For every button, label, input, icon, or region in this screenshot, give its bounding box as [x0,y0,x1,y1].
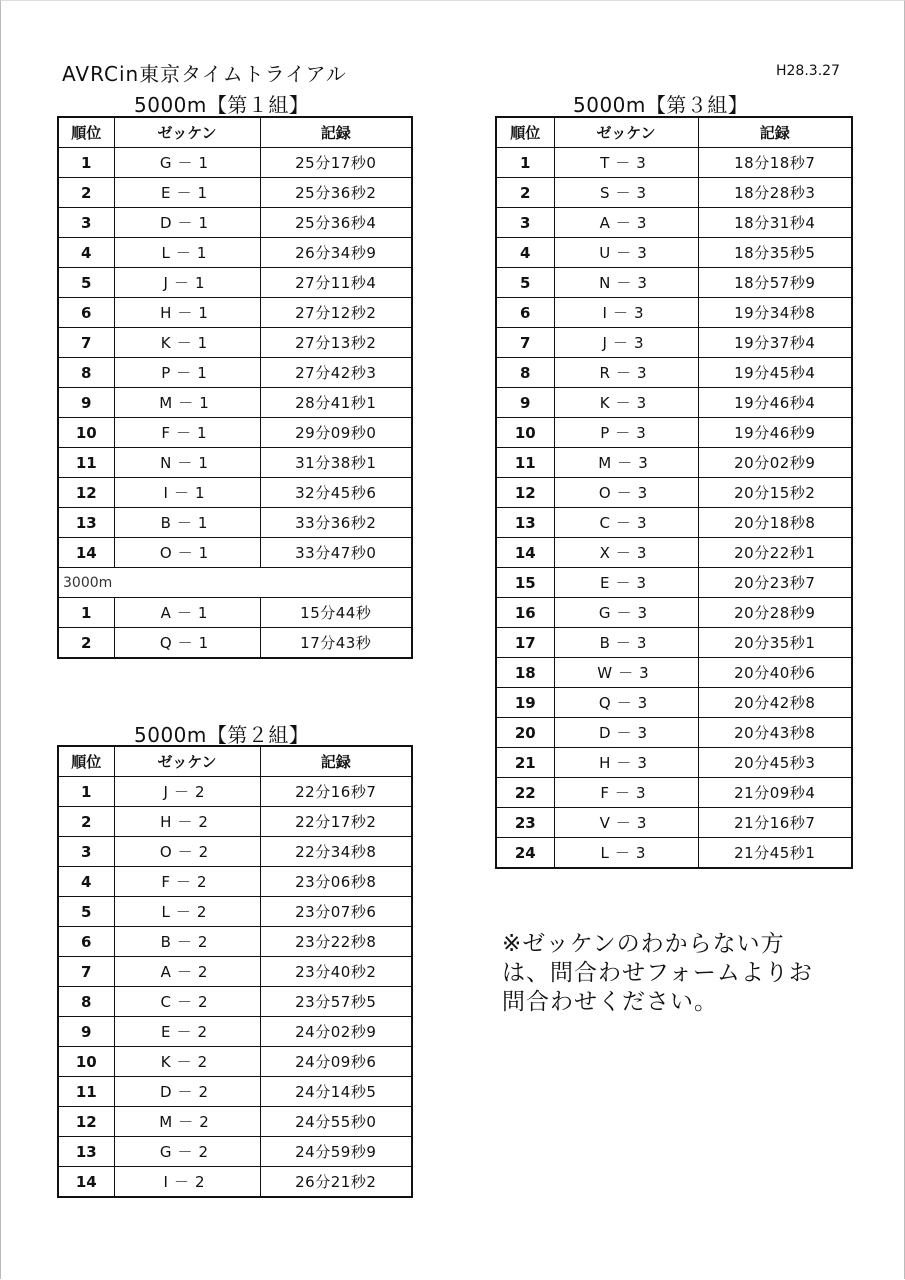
rank-cell: 23 [496,808,554,838]
record-cell: 20分35秒1 [698,628,852,658]
rank-cell: 5 [58,268,114,298]
rank-cell: 20 [496,718,554,748]
table-row [496,148,852,178]
record-cell: 18分18秒7 [698,148,852,178]
record-cell: 33分36秒2 [260,508,412,538]
bib-cell: H－3 [554,748,698,778]
table-row [496,388,852,418]
bib-cell: J－1 [114,268,260,298]
rank-cell: 1 [496,148,554,178]
bib-cell: I－2 [114,1167,260,1198]
table-row [496,568,852,598]
bib-cell: L－2 [114,897,260,927]
rank-cell: 8 [58,358,114,388]
bib-cell: C－3 [554,508,698,538]
table-row [496,268,852,298]
record-cell: 25分36秒2 [260,178,412,208]
rank-cell: 24 [496,838,554,869]
rank-cell: 10 [58,418,114,448]
rank-cell: 2 [496,178,554,208]
table-row [496,598,852,628]
rank-cell: 21 [496,748,554,778]
table-row [496,538,852,568]
table-row [58,987,412,1017]
record-cell: 26分34秒9 [260,238,412,268]
table-header-row [58,746,412,777]
table-row [496,448,852,478]
bib-cell: M－3 [554,448,698,478]
bib-cell: G－3 [554,598,698,628]
rank-cell: 9 [496,388,554,418]
rank-cell: 8 [58,987,114,1017]
record-cell: 32分45秒6 [260,478,412,508]
bib-cell: X－3 [554,538,698,568]
record-cell: 23分40秒2 [260,957,412,987]
bib-cell: O－3 [554,478,698,508]
record-cell: 15分44秒 [260,598,412,628]
rank-cell: 1 [58,598,114,628]
table-row [58,538,412,568]
bib-cell: I－3 [554,298,698,328]
record-cell: 18分31秒4 [698,208,852,238]
bib-cell: K－3 [554,388,698,418]
record-cell: 24分59秒9 [260,1137,412,1167]
bib-cell: A－2 [114,957,260,987]
rank-cell: 6 [496,298,554,328]
rank-cell: 14 [58,538,114,568]
rank-cell: 10 [58,1047,114,1077]
table-header-row [58,117,412,148]
bib-cell: B－3 [554,628,698,658]
group1-title: 5000m【第１組】 [134,93,310,117]
distance-3000m-row [58,568,412,598]
bib-inquiry-note: ※ゼッケンのわからない方は、問合わせフォームよりお問合わせください。 [502,931,813,1015]
record-cell: 18分57秒9 [698,268,852,298]
bib-cell: L－1 [114,238,260,268]
rank-cell: 12 [58,1107,114,1137]
bib-cell: D－1 [114,208,260,238]
table-header-row [496,117,852,148]
table-row [58,807,412,837]
record-cell: 21分45秒1 [698,838,852,869]
record-cell: 22分34秒8 [260,837,412,867]
table-row [58,1107,412,1137]
record-cell: 20分18秒8 [698,508,852,538]
bib-cell: Q－3 [554,688,698,718]
record-cell: 25分36秒4 [260,208,412,238]
record-cell: 18分28秒3 [698,178,852,208]
rank-cell: 3 [496,208,554,238]
bib-cell: K－1 [114,328,260,358]
table-row [58,598,412,628]
bib-cell: B－2 [114,927,260,957]
group3-title: 5000m【第３組】 [573,93,749,117]
table-row [496,208,852,238]
table-row [58,1047,412,1077]
table-row [496,628,852,658]
bib-cell: D－3 [554,718,698,748]
rank-cell: 13 [58,1137,114,1167]
table-row [58,478,412,508]
table-row [58,867,412,897]
bib-cell: M－1 [114,388,260,418]
rank-cell: 8 [496,358,554,388]
record-cell: 24分14秒5 [260,1077,412,1107]
table-row [58,388,412,418]
record-cell: 23分22秒8 [260,927,412,957]
bib-cell: P－3 [554,418,698,448]
record-cell: 29分09秒0 [260,418,412,448]
rank-cell: 22 [496,778,554,808]
bib-cell: Q－1 [114,628,260,659]
table-row [496,748,852,778]
table-row [496,328,852,358]
record-cell: 27分13秒2 [260,328,412,358]
record-cell: 20分22秒1 [698,538,852,568]
bib-cell: N－3 [554,268,698,298]
table-row [58,1017,412,1047]
bib-cell: E－3 [554,568,698,598]
table-row [58,148,412,178]
table-row [58,1077,412,1107]
rank-cell: 5 [58,897,114,927]
rank-cell: 9 [58,1017,114,1047]
table-row [58,238,412,268]
bib-cell: N－1 [114,448,260,478]
rank-cell: 17 [496,628,554,658]
rank-cell: 2 [58,628,114,659]
table-row [58,837,412,867]
distance-3000m-label: 3000m [58,568,412,598]
record-column-header: 記録 [698,117,852,148]
bib-cell: E－2 [114,1017,260,1047]
record-cell: 22分17秒2 [260,807,412,837]
record-cell: 20分42秒8 [698,688,852,718]
record-cell: 25分17秒0 [260,148,412,178]
table-row [496,838,852,869]
group1-results-table [57,116,413,659]
table-row [58,328,412,358]
bib-cell: A－3 [554,208,698,238]
record-cell: 20分43秒8 [698,718,852,748]
bib-cell: J－2 [114,777,260,807]
record-cell: 20分45秒3 [698,748,852,778]
record-cell: 24分09秒6 [260,1047,412,1077]
rank-cell: 12 [496,478,554,508]
record-cell: 24分55秒0 [260,1107,412,1137]
table-row [496,298,852,328]
record-cell: 18分35秒5 [698,238,852,268]
record-column-header: 記録 [260,117,412,148]
rank-cell: 10 [496,418,554,448]
bib-column-header: ゼッケン [114,746,260,777]
record-cell: 22分16秒7 [260,777,412,807]
bib-cell: H－2 [114,807,260,837]
bib-cell: B－1 [114,508,260,538]
record-cell: 17分43秒 [260,628,412,659]
group2-title: 5000m【第２組】 [134,723,310,747]
bib-cell: D－2 [114,1077,260,1107]
table-row [58,1137,412,1167]
table-row [58,508,412,538]
table-row [58,268,412,298]
table-row [496,688,852,718]
record-cell: 19分34秒8 [698,298,852,328]
record-cell: 23分06秒8 [260,867,412,897]
table-row [58,208,412,238]
record-cell: 33分47秒0 [260,538,412,568]
rank-cell: 9 [58,388,114,418]
record-column-header: 記録 [260,746,412,777]
bib-cell: P－1 [114,358,260,388]
table-row [58,298,412,328]
record-cell: 24分02秒9 [260,1017,412,1047]
bib-cell: C－2 [114,987,260,1017]
rank-cell: 14 [58,1167,114,1198]
document-date: H28.3.27 [776,63,840,79]
table-row [496,658,852,688]
bib-cell: H－1 [114,298,260,328]
bib-cell: S－3 [554,178,698,208]
bib-cell: F－2 [114,867,260,897]
record-cell: 23分07秒6 [260,897,412,927]
bib-cell: R－3 [554,358,698,388]
rank-cell: 1 [58,148,114,178]
table-row [58,957,412,987]
record-cell: 31分38秒1 [260,448,412,478]
rank-cell: 11 [58,1077,114,1107]
table-row [58,777,412,807]
bib-cell: F－3 [554,778,698,808]
rank-cell: 4 [496,238,554,268]
table-row [496,358,852,388]
record-cell: 26分21秒2 [260,1167,412,1198]
record-cell: 20分40秒6 [698,658,852,688]
record-cell: 20分15秒2 [698,478,852,508]
bib-cell: W－3 [554,658,698,688]
rank-cell: 4 [58,238,114,268]
bib-cell: A－1 [114,598,260,628]
record-cell: 20分02秒9 [698,448,852,478]
bib-cell: G－2 [114,1137,260,1167]
rank-cell: 5 [496,268,554,298]
rank-cell: 3 [58,837,114,867]
rank-cell: 11 [58,448,114,478]
record-cell: 28分41秒1 [260,388,412,418]
rank-cell: 6 [58,298,114,328]
group3-results-table [495,116,853,869]
table-row [58,897,412,927]
table-row [496,178,852,208]
table-row [496,418,852,448]
rank-cell: 2 [58,807,114,837]
table-row [496,478,852,508]
record-cell: 27分12秒2 [260,298,412,328]
table-row [58,418,412,448]
bib-cell: G－1 [114,148,260,178]
record-cell: 20分23秒7 [698,568,852,598]
table-row [58,448,412,478]
bib-column-header: ゼッケン [554,117,698,148]
group2-results-table [57,745,413,1198]
bib-cell: E－1 [114,178,260,208]
table-row [496,508,852,538]
bib-cell: T－3 [554,148,698,178]
record-cell: 19分46秒9 [698,418,852,448]
table-row [496,718,852,748]
rank-cell: 6 [58,927,114,957]
record-cell: 21分09秒4 [698,778,852,808]
rank-cell: 19 [496,688,554,718]
record-cell: 23分57秒5 [260,987,412,1017]
bib-cell: F－1 [114,418,260,448]
rank-cell: 1 [58,777,114,807]
record-cell: 27分11秒4 [260,268,412,298]
bib-cell: I－1 [114,478,260,508]
rank-cell: 16 [496,598,554,628]
record-cell: 20分28秒9 [698,598,852,628]
bib-cell: L－3 [554,838,698,869]
bib-cell: K－2 [114,1047,260,1077]
table-row [496,808,852,838]
bib-cell: M－2 [114,1107,260,1137]
record-cell: 19分37秒4 [698,328,852,358]
rank-cell: 7 [58,957,114,987]
bib-cell: U－3 [554,238,698,268]
document-title: AVRCin東京タイムトライアル [62,62,347,86]
rank-cell: 14 [496,538,554,568]
rank-cell: 7 [496,328,554,358]
rank-column-header: 順位 [496,117,554,148]
record-cell: 19分46秒4 [698,388,852,418]
rank-cell: 7 [58,328,114,358]
rank-cell: 11 [496,448,554,478]
rank-column-header: 順位 [58,117,114,148]
bib-cell: J－3 [554,328,698,358]
record-cell: 21分16秒7 [698,808,852,838]
table-row [58,628,412,659]
rank-cell: 13 [496,508,554,538]
table-row [496,238,852,268]
rank-cell: 2 [58,178,114,208]
bib-column-header: ゼッケン [114,117,260,148]
rank-cell: 3 [58,208,114,238]
table-row [58,1167,412,1198]
table-row [496,778,852,808]
record-cell: 19分45秒4 [698,358,852,388]
table-row [58,927,412,957]
bib-cell: V－3 [554,808,698,838]
record-cell: 27分42秒3 [260,358,412,388]
rank-cell: 15 [496,568,554,598]
bib-cell: O－1 [114,538,260,568]
rank-cell: 4 [58,867,114,897]
rank-cell: 18 [496,658,554,688]
table-row [58,178,412,208]
rank-cell: 13 [58,508,114,538]
bib-cell: O－2 [114,837,260,867]
rank-column-header: 順位 [58,746,114,777]
rank-cell: 12 [58,478,114,508]
table-row [58,358,412,388]
